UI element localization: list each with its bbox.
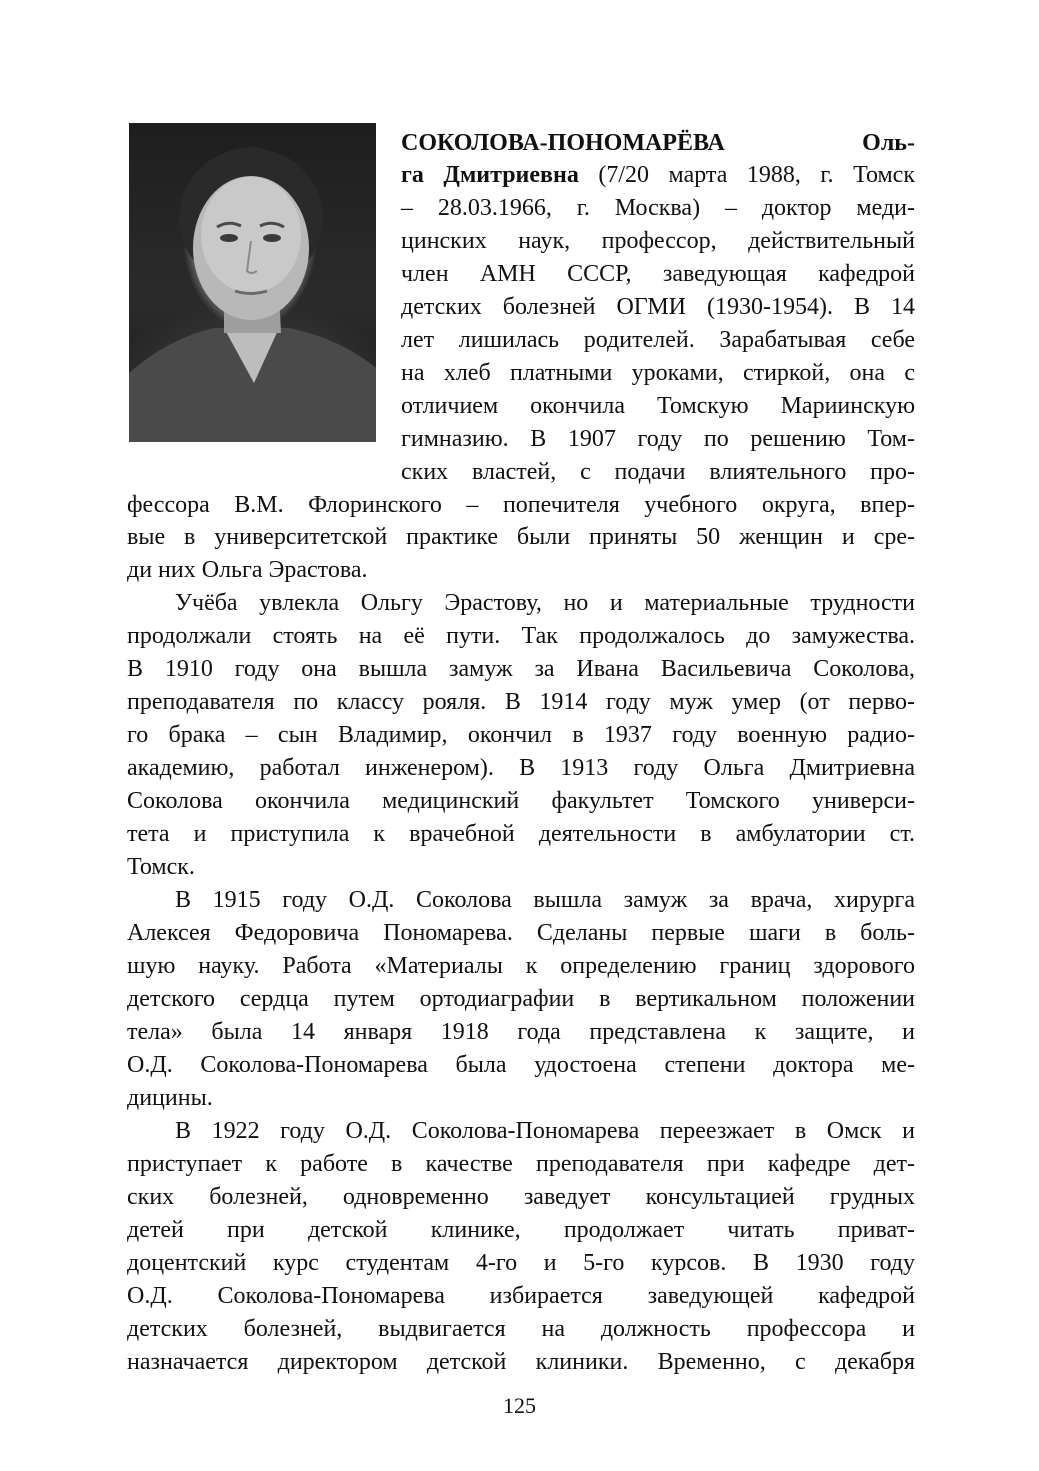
text-line [127,1050,915,1082]
text-line [175,588,915,620]
text-line [127,819,915,851]
text-line [401,128,915,160]
line-text: назначается директором детской клиники. Временно, с декабря [127,1349,915,1375]
line-text: О.Д. Соколова-Пономарева избирается заведующей кафедрой [127,1283,915,1309]
line-text: отличием окончила Томскую Мариинскую [401,393,915,419]
text-line [127,1182,915,1214]
line-text: детских болезней ОГМИ (1930-1954). В 14 [401,294,915,320]
line-text: фессора В.М. Флоринского – попечителя учебного округа, впер- [127,492,915,518]
line-text: ди них Ольга Эрастова. [127,557,368,583]
text-line [401,457,915,489]
line-text: дицины. [127,1085,213,1111]
text-line [401,325,915,357]
text-line [127,984,915,1016]
line-text: продолжали стоять на её пути. Так продолжалось до замужества. [127,623,915,649]
text-line [127,490,915,522]
line-text: Алексея Федоровича Пономарева. Сделаны первые шаги в боль- [127,920,915,946]
portrait-photo [129,123,376,442]
text-line [127,918,915,950]
text-line [127,1248,915,1280]
line-text: ских болезней, одновременно заведует консультацией грудных [127,1184,915,1210]
text-line [127,1083,915,1115]
text-line [401,292,915,324]
page-number: 125 [503,1393,536,1418]
text-line [127,687,915,719]
line-text: член АМН СССР, заведующая кафедрой [401,261,915,287]
line-text: лет лишилась родителей. Зарабатывая себе [401,327,915,353]
line-text: гимназию. В 1907 году по решению Том- [401,426,915,452]
line-text: цинских наук, профессор, действительный [401,228,915,254]
text-line [127,522,915,554]
line-text: детского сердца путем ортодиаграфии в вертикальном положении [127,986,915,1012]
line-text: Томск. [127,854,195,880]
line-text: на хлеб платными уроками, стиркой, она с [401,360,915,386]
line-text: ских властей, с подачи влиятельного про- [401,459,915,485]
line-text: В 1915 году О.Д. Соколова вышла замуж за врача, хирурга [175,887,915,913]
person-name: га Дмитриевна [401,162,579,188]
text-line [127,1347,915,1379]
text-line [127,852,915,884]
line-text: вые в университетской практике были приняты 50 женщин и сре- [127,524,915,550]
line-text: детских болезней, выдвигается на должность профессора и [127,1316,915,1342]
text-line [401,160,915,192]
person-name: СОКОЛОВА-ПОНОМАРЁВА Оль- [401,130,915,156]
text-line [401,424,915,456]
line-text: доцентский курс студентам 4-го и 5-го курсов. В 1930 году [127,1250,915,1276]
line-text: – 28.03.1966, г. Москва) – доктор меди- [401,195,915,221]
text-line [401,358,915,390]
line-text: Учёба увлекла Ольгу Эрастову, но и материальные трудности [175,590,915,616]
text-line [127,555,915,587]
text-line [127,753,915,785]
portrait-illustration [129,123,376,442]
line-text: В 1922 году О.Д. Соколова-Пономарева переезжает в Омск и [175,1118,915,1144]
text-line [401,226,915,258]
text-line [401,193,915,225]
text-line [401,391,915,423]
text-line [127,621,915,653]
text-line [175,1116,915,1148]
line-text: тета и приступила к врачебной деятельности в амбулатории ст. [127,821,915,847]
text-line [127,1215,915,1247]
line-text: Соколова окончила медицинский факультет Томского универси- [127,788,915,814]
text-line [127,1314,915,1346]
line-text: го брака – сын Владимир, окончил в 1937 году военную радио- [127,722,915,748]
text-line [127,1017,915,1049]
text-line [127,1281,915,1313]
line-text: детей при детской клинике, продолжает читать приват- [127,1217,915,1243]
text-line [401,259,915,291]
line-text: преподавателя по классу рояля. В 1914 году муж умер (от перво- [127,689,915,715]
line-text: (7/20 марта 1988, г. Томск [578,162,915,188]
line-text: тела» была 14 января 1918 года представлена к защите, и [127,1019,915,1045]
text-line [175,885,915,917]
line-text: академию, работал инженером). В 1913 году Ольга Дмитриевна [127,755,915,781]
line-text: шую науку. Работа «Материалы к определению границ здорового [127,953,915,979]
text-line [127,720,915,752]
text-line [127,951,915,983]
text-line [127,786,915,818]
line-text: приступает к работе в качестве преподавателя при кафедре дет- [127,1151,915,1177]
text-line [127,654,915,686]
text-line [127,1149,915,1181]
line-text: В 1910 году она вышла замуж за Ивана Васильевича Соколова, [127,656,915,682]
line-text: О.Д. Соколова-Пономарева была удостоена степени доктора ме- [127,1052,915,1078]
